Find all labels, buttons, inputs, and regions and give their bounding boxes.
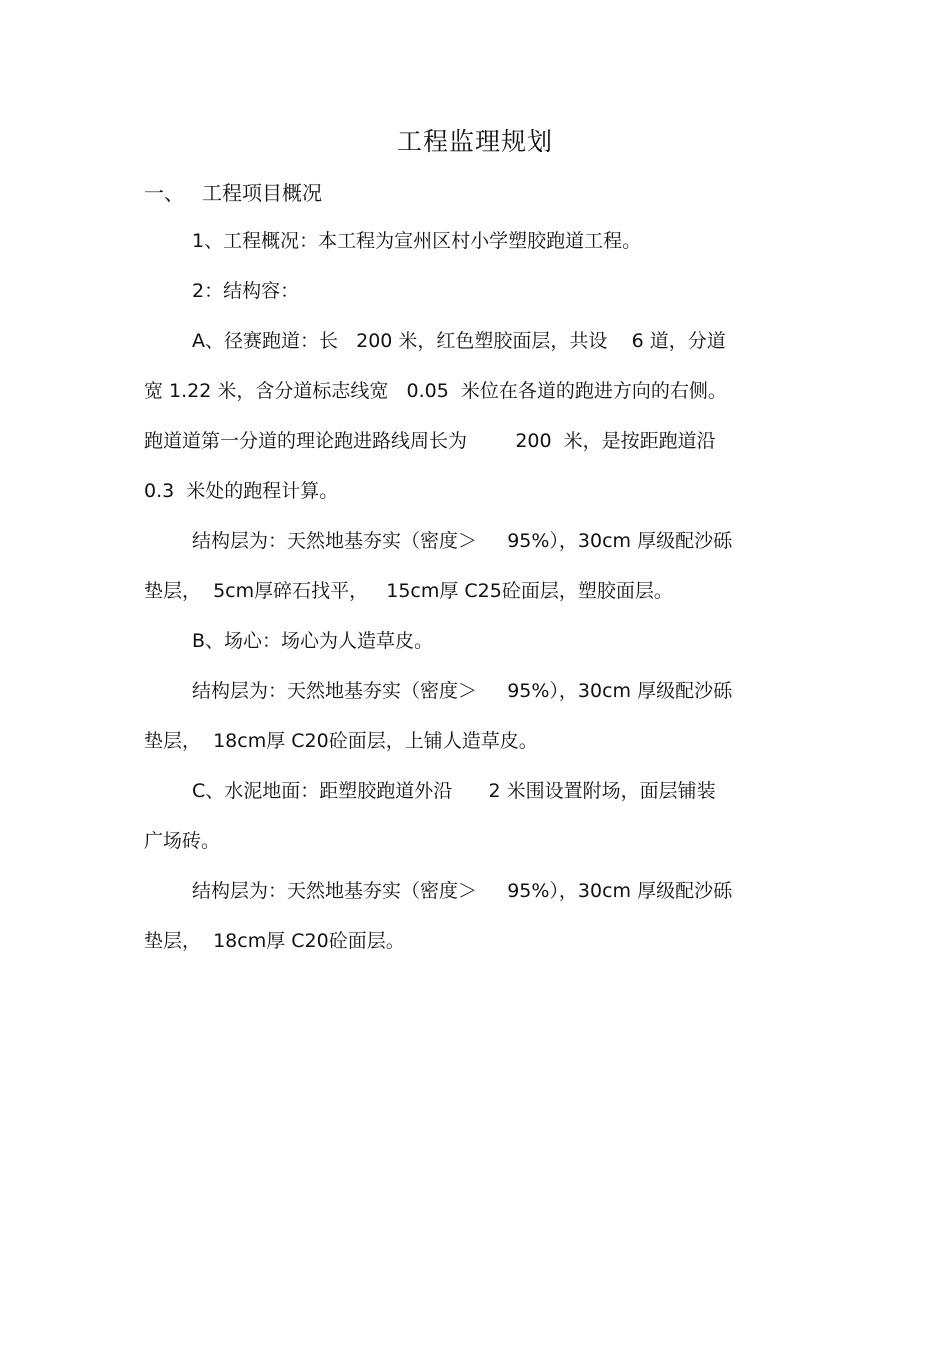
paragraph-line: A、径赛跑道：长 200 米，红色塑胶面层，共设 6 道，分道	[192, 330, 726, 352]
document-title: 工程监理规划	[396, 127, 553, 156]
paragraph-line: C、水泥地面：距塑胶跑道外沿 2 米围设置附场，面层铺装	[192, 780, 716, 802]
paragraph-line: 广场砖。	[144, 830, 221, 852]
paragraph-line: B、场心：场心为人造草皮。	[192, 630, 434, 652]
paragraph-line: 0.3 米处的跑程计算。	[144, 480, 339, 502]
paragraph-line: 1、工程概况：本工程为宣州区村小学塑胶跑道工程。	[192, 230, 642, 252]
section-heading: 工程项目概况	[202, 181, 322, 205]
paragraph-line: 结构层为：天然地基夯实（密度＞ 95%），30cm 厚级配沙砾	[192, 530, 733, 552]
paragraph-line: 结构层为：天然地基夯实（密度＞ 95%），30cm 厚级配沙砾	[192, 680, 733, 702]
paragraph-line: 垫层， 18cm厚 C20砼面层。	[144, 930, 405, 952]
paragraph-line: 结构层为：天然地基夯实（密度＞ 95%），30cm 厚级配沙砾	[192, 880, 733, 902]
paragraph-line: 宽 1.22 米，含分道标志线宽 0.05 米位在各道的跑进方向的右侧。	[144, 380, 727, 402]
paragraph-line: 跑道道第一分道的理论跑进路线周长为 200 米，是按距跑道沿	[144, 430, 716, 452]
paragraph-line: 垫层， 18cm厚 C20砼面层，上铺人造草皮。	[144, 730, 538, 752]
paragraph-line: 2：结构容：	[192, 280, 300, 302]
section-number: 一、	[144, 181, 184, 205]
paragraph-line: 垫层， 5cm厚碎石找平， 15cm厚 C25砼面层，塑胶面层。	[144, 580, 673, 602]
